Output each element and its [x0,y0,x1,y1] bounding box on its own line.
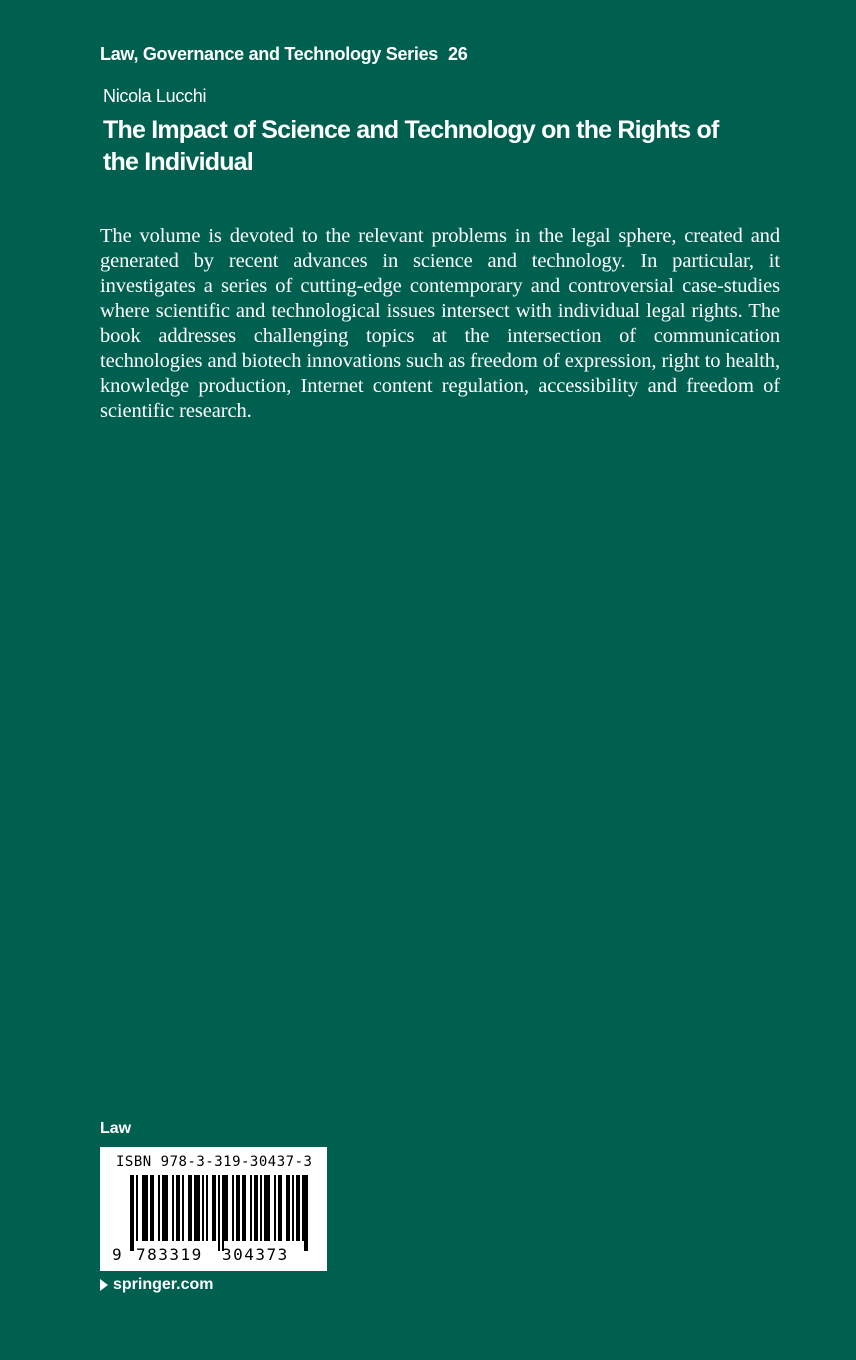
barcode-bar [296,1175,298,1241]
barcode-bar [274,1175,276,1241]
barcode-bar [158,1175,160,1241]
barcode-bar [164,1175,166,1241]
barcode-bar [288,1175,290,1241]
barcode-bar [144,1175,146,1241]
barcode-right-digits: 304373 [222,1245,289,1264]
barcode-bar [302,1175,304,1241]
book-description: The volume is devoted to the relevant problems in the legal sphere, created and generated by recent advances in science and technology. In particular, it investigates a series of cutting-edge contemporary and controversial case-studies where scientific and technological issues intersect with individual legal rights. The book addresses challenging topics at the intersection of communication technologies and biotech innovations such as freedom of expression, right to health, knowledge production, Internet content regulation, accessibility and freedom of scientific research. [100,225,780,422]
barcode-bar [226,1175,228,1241]
barcode-bar [150,1175,152,1241]
barcode-bar [130,1175,132,1251]
barcode-bar [286,1175,288,1241]
barcode-bar [292,1175,294,1241]
barcode-bar [232,1175,234,1241]
barcode-first-digit: 9 [112,1245,122,1264]
barcode-bar [238,1175,240,1241]
barcode-bar [254,1175,256,1241]
barcode-bar [298,1175,300,1241]
barcode-bar [218,1175,220,1251]
barcode-bar [188,1175,190,1241]
barcode-bar [244,1175,246,1241]
barcode-bar [198,1175,200,1241]
series-line [100,44,467,65]
author-name: Nicola Lucchi [103,86,207,106]
barcode-bars [130,1175,310,1251]
barcode-bar [236,1175,238,1241]
barcode-bar [142,1175,144,1241]
barcode-bar [206,1175,208,1241]
barcode-bar [280,1175,282,1241]
barcode-bar [162,1175,164,1241]
barcode-bar [196,1175,198,1241]
barcode-bar [182,1175,184,1241]
barcode-bar [212,1175,214,1241]
book-title: The Impact of Science and Technology on the Rights of the Individual [103,116,719,176]
barcode-bar [260,1175,262,1241]
barcode-bar [190,1175,192,1241]
barcode-bar [132,1175,134,1251]
barcode-bar [264,1175,266,1241]
barcode-bar [268,1175,270,1241]
barcode-bar [304,1175,306,1251]
barcode-bar [166,1175,168,1241]
barcode-bar [222,1175,224,1251]
barcode-bar [224,1175,226,1241]
isbn-barcode [100,1147,327,1271]
publisher-website[interactable] [100,1276,213,1294]
barcode-bar [278,1175,280,1241]
isbn-number: ISBN 978-3-319-30437-3 [116,1154,313,1170]
barcode-bar [250,1175,252,1241]
barcode-bar [256,1175,258,1241]
series-title: Law, Governance and Technology Series [100,44,439,64]
play-arrow-icon [100,1279,108,1291]
barcode-bar [266,1175,268,1241]
barcode-bar [176,1175,178,1241]
barcode-bar [242,1175,244,1241]
subject-label: Law [100,1120,132,1137]
series-number: 26 [448,44,468,64]
barcode-bar [194,1175,196,1241]
barcode-bar [306,1175,308,1251]
website-text: springer.com [113,1276,214,1293]
barcode-bar [202,1175,204,1241]
barcode-bar [146,1175,148,1241]
barcode-bar [178,1175,180,1241]
barcode-bar [152,1175,154,1241]
barcode-bar [136,1175,138,1241]
barcode-bar [214,1175,216,1241]
barcode-left-digits: 783319 [136,1245,203,1264]
barcode-bar [172,1175,174,1241]
